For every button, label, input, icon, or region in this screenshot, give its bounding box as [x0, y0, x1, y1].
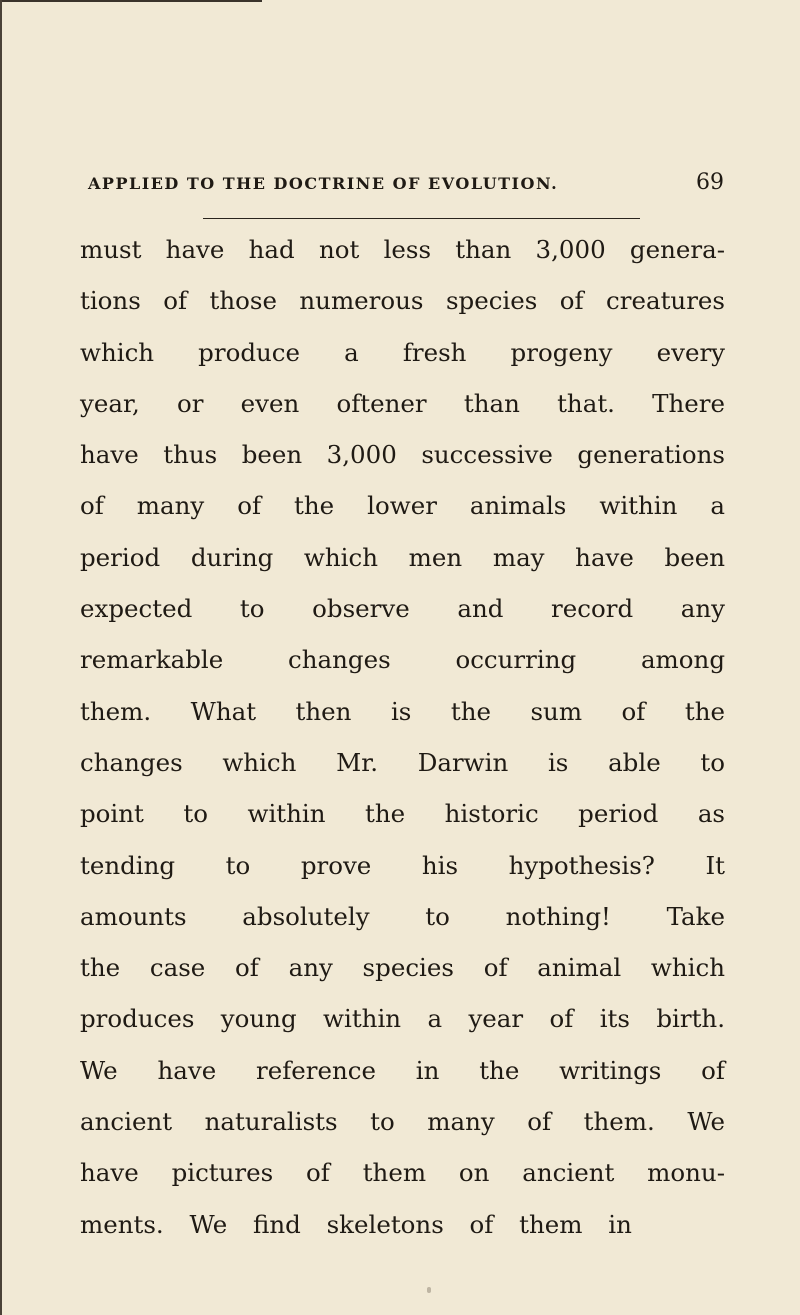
running-head	[88, 170, 724, 195]
paper-speck	[427, 1287, 431, 1293]
text-line-3: which produce a fresh progeny every	[80, 337, 725, 367]
text-line-9: remarkable changes occurring among	[80, 645, 725, 675]
body-text	[80, 224, 725, 1250]
text-line-5: have thus been 3,000 successive generations	[80, 440, 725, 470]
text-line-19: have pictures of them on ancient monu-	[80, 1158, 725, 1188]
text-line-7: period during which men may have been	[80, 542, 725, 572]
page-edge-left	[0, 0, 8, 1315]
header-rule	[203, 218, 640, 219]
text-line-17: We have reference in the writings of	[80, 1055, 725, 1085]
text-line-8: expected to observe and record any	[80, 594, 725, 624]
text-line-10: them. What then is the sum of the	[80, 696, 725, 726]
text-line-16: produces young within a year of its birth.	[80, 1004, 725, 1034]
text-line-1: must have had not less than 3,000 genera-	[80, 235, 725, 264]
running-title: APPLIED TO THE DOCTRINE OF EVOLUTION.	[88, 174, 559, 193]
page-edge-top	[0, 0, 262, 8]
text-line-13: tending to prove his hypothesis? It	[80, 850, 725, 880]
text-line-2: tions of those numerous species of creatures	[80, 286, 725, 316]
text-line-15: the case of any species of animal which	[80, 953, 725, 983]
text-line-6: of many of the lower animals within a	[80, 491, 725, 521]
text-line-4: year, or even oftener than that. There	[80, 388, 725, 418]
text-line-18: ancient naturalists to many of them. We	[80, 1107, 725, 1137]
text-line-12: point to within the historic period as	[80, 799, 725, 829]
text-line-20: ments. We find skeletons of them in	[80, 1209, 632, 1239]
text-line-14: amounts absolutely to nothing! Take	[80, 901, 725, 931]
text-line-11: changes which Mr. Darwin is able to	[80, 747, 725, 777]
page-number: 69	[696, 170, 724, 195]
